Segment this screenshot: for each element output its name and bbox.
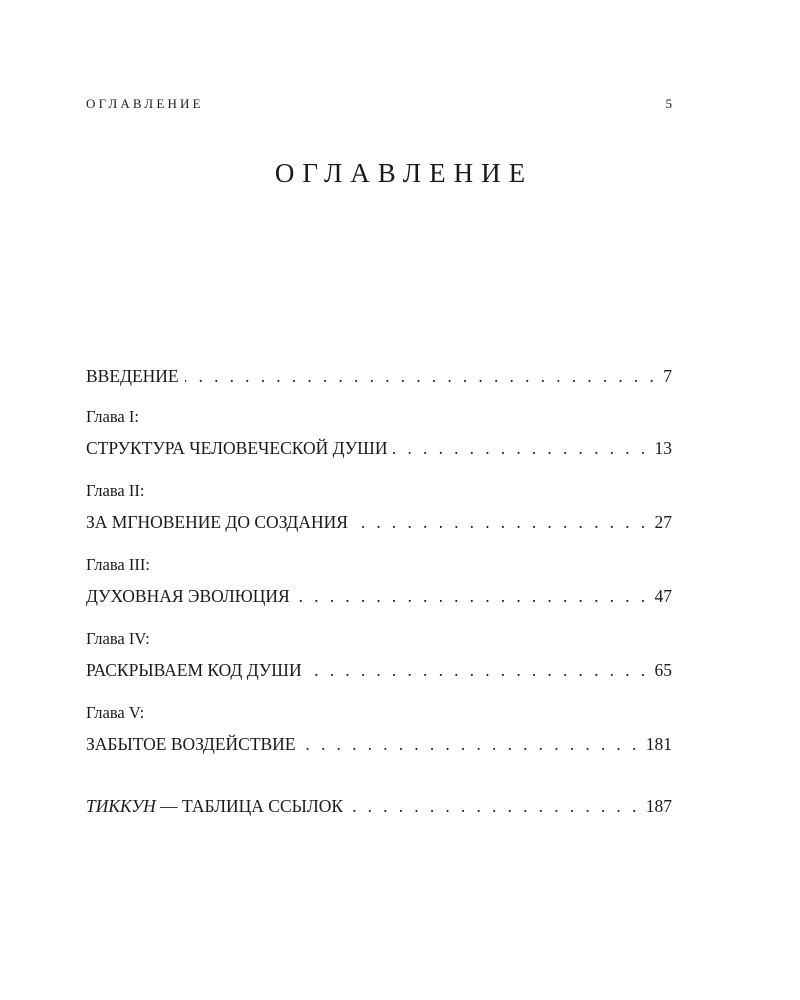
running-header-page-number: 5	[665, 96, 672, 111]
toc-line	[86, 511, 672, 533]
toc-line	[86, 795, 672, 817]
chapter-label: Глава V:	[86, 703, 145, 722]
toc-entry-chapter-3	[86, 555, 672, 607]
chapter-label: Глава III:	[86, 555, 150, 574]
toc-entry-title-rest: — ТАБЛИЦА ССЫЛОК	[155, 796, 344, 816]
chapter-label: Глава I:	[86, 407, 139, 426]
toc-entry-appendix	[86, 795, 672, 817]
toc-entry-chapter-1	[86, 407, 672, 459]
toc-line	[86, 365, 672, 387]
toc-line	[86, 659, 672, 681]
toc-entry-title: СТРУКТУРА ЧЕЛОВЕЧЕСКОЙ ДУШИ	[86, 438, 388, 458]
toc-entry-chapter-5	[86, 703, 672, 755]
toc-entry-chapter-2	[86, 481, 672, 533]
dot-leader	[354, 511, 649, 533]
toc-line	[86, 733, 672, 755]
toc-entry-title	[86, 795, 343, 817]
toc-entry-page: 27	[654, 512, 672, 532]
toc-entry-introduction	[86, 365, 672, 387]
toc-entry-title: ВВЕДЕНИЕ	[86, 366, 179, 386]
dot-leader	[393, 437, 648, 459]
dot-leader	[349, 795, 640, 817]
toc-entry-title-italic: ТИККУН	[86, 796, 156, 816]
table-of-contents	[86, 365, 672, 817]
toc-entry-title: РАСКРЫВАЕМ КОД ДУШИ	[86, 660, 302, 680]
toc-entry-page: 65	[654, 660, 672, 680]
toc-entry-page: 7	[663, 366, 672, 386]
toc-entry-page: 187	[645, 796, 672, 816]
dot-leader	[296, 585, 649, 607]
running-header-title: ОГЛАВЛЕНИЕ	[86, 96, 204, 111]
running-header	[86, 96, 672, 112]
page-title: ОГЛАВЛЕНИЕ	[274, 158, 534, 188]
toc-entry-chapter-4	[86, 629, 672, 681]
chapter-label: Глава II:	[86, 481, 145, 500]
toc-entry-page: 13	[654, 438, 672, 458]
dot-leader	[302, 733, 640, 755]
toc-entry-page: 181	[645, 734, 672, 754]
dot-leader	[185, 365, 658, 387]
toc-entry-page: 47	[654, 586, 672, 606]
toc-entry-title: ЗАБЫТОЕ ВОЗДЕЙСТВИЕ	[86, 734, 296, 754]
chapter-label: Глава IV:	[86, 629, 150, 648]
toc-entry-title: ДУХОВНАЯ ЭВОЛЮЦИЯ	[86, 586, 290, 606]
toc-line	[86, 437, 672, 459]
dot-leader	[308, 659, 649, 681]
toc-line	[86, 585, 672, 607]
toc-entry-title: ЗА МГНОВЕНИЕ ДО СОЗДАНИЯ	[86, 512, 348, 532]
